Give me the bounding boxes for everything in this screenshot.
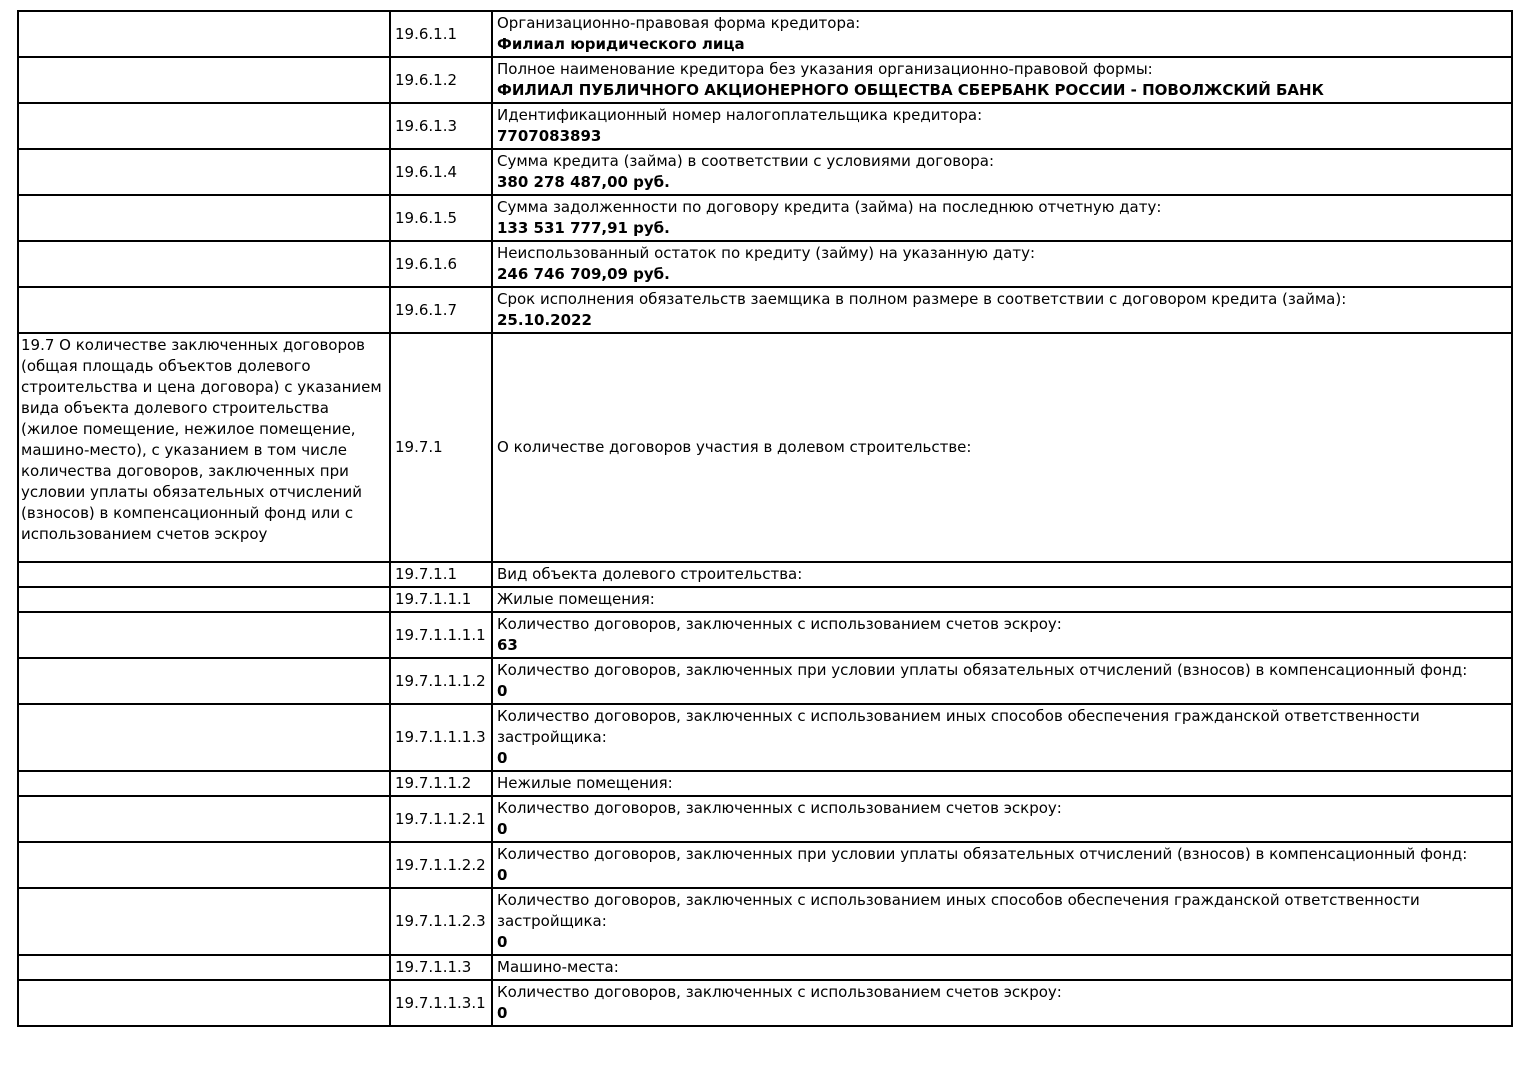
item-code-cell bbox=[390, 333, 492, 562]
item-content-cell bbox=[492, 612, 1512, 658]
item-content-cell bbox=[492, 333, 1512, 562]
item-label: Идентификационный номер налогоплательщика кредитора: bbox=[497, 106, 983, 124]
item-code-cell bbox=[390, 796, 492, 842]
section-description-cell bbox=[18, 57, 390, 103]
item-label: Количество договоров, заключенных с использованием счетов эскроу: bbox=[497, 799, 1062, 817]
item-content-cell bbox=[492, 287, 1512, 333]
item-code-cell bbox=[390, 704, 492, 771]
section-description-cell bbox=[18, 704, 390, 771]
item-code: 19.7.1.1.1.2 bbox=[395, 671, 486, 690]
item-code-cell bbox=[390, 562, 492, 587]
item-code-cell bbox=[390, 612, 492, 658]
item-label: Машино-места: bbox=[497, 958, 619, 976]
item-value: 63 bbox=[497, 636, 518, 654]
table-row bbox=[18, 704, 1512, 771]
item-content-cell bbox=[492, 57, 1512, 103]
item-value: 0 bbox=[497, 820, 508, 838]
item-code-cell bbox=[390, 103, 492, 149]
item-label: О количестве договоров участия в долевом строительстве: bbox=[497, 438, 972, 456]
item-code: 19.7.1.1.2.1 bbox=[395, 809, 486, 828]
item-code-cell bbox=[390, 955, 492, 980]
section-description-cell bbox=[18, 612, 390, 658]
item-label: Срок исполнения обязательств заемщика в полном размере в соответствии с договором кредита (займа): bbox=[497, 290, 1347, 308]
item-value: 0 bbox=[497, 866, 508, 884]
section-description-cell bbox=[18, 842, 390, 888]
item-code-cell bbox=[390, 842, 492, 888]
item-content-cell bbox=[492, 704, 1512, 771]
item-value: 246 746 709,09 руб. bbox=[497, 265, 670, 283]
item-code: 19.7.1.1.2.3 bbox=[395, 912, 486, 930]
table-row bbox=[18, 796, 1512, 842]
table-row bbox=[18, 241, 1512, 287]
item-value: 133 531 777,91 руб. bbox=[497, 219, 670, 237]
item-value: 25.10.2022 bbox=[497, 311, 592, 329]
item-label: Количество договоров, заключенных при условии уплаты обязательных отчислений (взносов) в компенсационный фонд: bbox=[497, 845, 1468, 863]
item-value: Филиал юридического лица bbox=[497, 35, 745, 53]
item-label: Количество договоров, заключенных с использованием иных способов обеспечения гражданской ответственности застройщика: bbox=[497, 707, 1420, 746]
item-label: Сумма задолженности по договору кредита (займа) на последнюю отчетную дату: bbox=[497, 198, 1162, 216]
item-label: Количество договоров, заключенных с использованием счетов эскроу: bbox=[497, 983, 1062, 1001]
table-row bbox=[18, 955, 1512, 980]
section-description-cell bbox=[18, 562, 390, 587]
table-row bbox=[18, 771, 1512, 796]
item-code-cell bbox=[390, 57, 492, 103]
item-value: 0 bbox=[497, 1004, 508, 1022]
item-label: Полное наименование кредитора без указания организационно-правовой формы: bbox=[497, 60, 1153, 78]
item-code-cell bbox=[390, 149, 492, 195]
table-row bbox=[18, 587, 1512, 612]
item-content-cell bbox=[492, 149, 1512, 195]
table-row bbox=[18, 103, 1512, 149]
item-code-cell bbox=[390, 241, 492, 287]
item-code-cell bbox=[390, 195, 492, 241]
declaration-table bbox=[17, 10, 1513, 1027]
table-row bbox=[18, 980, 1512, 1026]
item-label: Нежилые помещения: bbox=[497, 774, 673, 792]
section-description-cell bbox=[18, 888, 390, 955]
item-code: 19.6.1.1 bbox=[395, 24, 458, 43]
table-row bbox=[18, 333, 1512, 562]
item-value: 0 bbox=[497, 682, 508, 700]
item-label: Количество договоров, заключенных с использованием иных способов обеспечения гражданской ответственности застройщика: bbox=[497, 891, 1420, 930]
item-content-cell bbox=[492, 195, 1512, 241]
item-label: Вид объекта долевого строительства: bbox=[497, 565, 803, 583]
item-content-cell bbox=[492, 562, 1512, 587]
item-code: 19.7.1.1.2 bbox=[395, 774, 472, 792]
section-description-cell bbox=[18, 149, 390, 195]
table-row bbox=[18, 287, 1512, 333]
table-row bbox=[18, 562, 1512, 587]
item-code: 19.7.1.1.1.1 bbox=[395, 625, 486, 644]
section-description-cell bbox=[18, 980, 390, 1026]
item-content-cell bbox=[492, 587, 1512, 612]
item-code-cell bbox=[390, 287, 492, 333]
section-description-text: 19.7 О количестве заключенных договоров (общая площадь объектов долевого строительства и цена договора) с указанием вида объекта долевого строительства (жилое помещение, нежилое помещение, машино-место), с указанием в том числе количества договоров, заключенных при условии уплаты обязательных отчислений (взносов) в компенсационный фонд или с использованием счетов эскроу bbox=[21, 336, 382, 543]
table-row bbox=[18, 842, 1512, 888]
item-code: 19.6.1.4 bbox=[395, 162, 458, 181]
item-label: Количество договоров, заключенных с использованием счетов эскроу: bbox=[497, 615, 1062, 633]
section-description-cell bbox=[18, 241, 390, 287]
section-description-cell bbox=[18, 587, 390, 612]
section-description-cell bbox=[18, 195, 390, 241]
item-code-cell bbox=[390, 587, 492, 612]
item-content-cell bbox=[492, 241, 1512, 287]
section-description-cell bbox=[18, 658, 390, 704]
item-value: 0 bbox=[497, 749, 508, 767]
item-code: 19.6.1.3 bbox=[395, 116, 458, 135]
item-code: 19.6.1.6 bbox=[395, 254, 458, 273]
item-value: ФИЛИАЛ ПУБЛИЧНОГО АКЦИОНЕРНОГО ОБЩЕСТВА СБЕРБАНК РОССИИ - ПОВОЛЖСКИЙ БАНК bbox=[497, 81, 1324, 99]
item-code-cell bbox=[390, 888, 492, 955]
item-content-cell bbox=[492, 658, 1512, 704]
item-code-cell bbox=[390, 11, 492, 57]
item-content-cell bbox=[492, 888, 1512, 955]
table-row bbox=[18, 11, 1512, 57]
item-code-cell bbox=[390, 980, 492, 1026]
declaration-table-body bbox=[18, 11, 1512, 1026]
item-code: 19.7.1.1 bbox=[395, 565, 458, 583]
item-code: 19.6.1.5 bbox=[395, 208, 458, 227]
section-description-cell bbox=[18, 796, 390, 842]
item-code: 19.7.1.1.1.3 bbox=[395, 728, 486, 746]
item-label: Организационно-правовая форма кредитора: bbox=[497, 14, 861, 32]
table-row bbox=[18, 149, 1512, 195]
item-code-cell bbox=[390, 658, 492, 704]
section-description-cell bbox=[18, 955, 390, 980]
item-content-cell bbox=[492, 842, 1512, 888]
table-row bbox=[18, 57, 1512, 103]
section-description-cell bbox=[18, 287, 390, 333]
item-code: 19.7.1.1.3.1 bbox=[395, 993, 486, 1012]
item-label: Количество договоров, заключенных при условии уплаты обязательных отчислений (взносов) в компенсационный фонд: bbox=[497, 661, 1468, 679]
item-content-cell bbox=[492, 771, 1512, 796]
item-label: Неиспользованный остаток по кредиту (займу) на указанную дату: bbox=[497, 244, 1036, 262]
item-code: 19.6.1.7 bbox=[395, 300, 458, 319]
item-content-cell bbox=[492, 796, 1512, 842]
table-row bbox=[18, 195, 1512, 241]
item-value: 380 278 487,00 руб. bbox=[497, 173, 670, 191]
item-value: 0 bbox=[497, 933, 508, 951]
section-description-cell bbox=[18, 103, 390, 149]
item-content-cell bbox=[492, 980, 1512, 1026]
item-code: 19.7.1.1.3 bbox=[395, 958, 472, 976]
item-value: 7707083893 bbox=[497, 127, 602, 145]
item-label: Жилые помещения: bbox=[497, 590, 655, 608]
item-content-cell bbox=[492, 11, 1512, 57]
section-description-cell bbox=[18, 11, 390, 57]
item-content-cell bbox=[492, 955, 1512, 980]
item-code: 19.7.1.1.1 bbox=[395, 590, 472, 608]
item-code: 19.7.1 bbox=[395, 438, 443, 456]
table-row bbox=[18, 658, 1512, 704]
section-description-cell bbox=[18, 771, 390, 796]
item-code: 19.6.1.2 bbox=[395, 70, 458, 89]
table-row bbox=[18, 888, 1512, 955]
item-code: 19.7.1.1.2.2 bbox=[395, 855, 486, 874]
table-row bbox=[18, 612, 1512, 658]
item-code-cell bbox=[390, 771, 492, 796]
item-label: Сумма кредита (займа) в соответствии с условиями договора: bbox=[497, 152, 995, 170]
item-content-cell bbox=[492, 103, 1512, 149]
section-description-cell bbox=[18, 333, 390, 562]
